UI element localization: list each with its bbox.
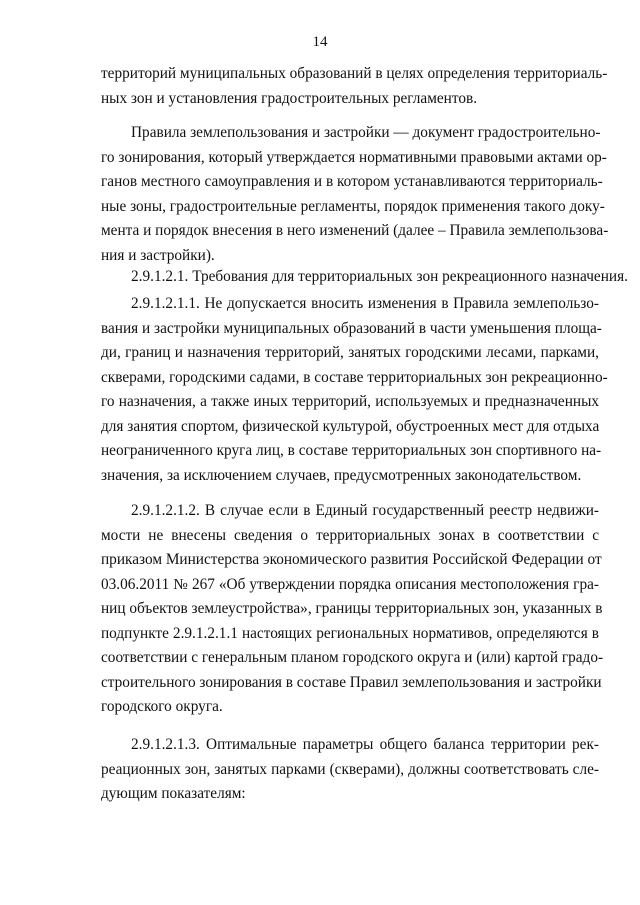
paragraph-2-9-1-2-1-3: [101, 733, 599, 807]
text-line: 2.9.1.2.1.2. В случае если в Единый государственный реестр недвижи-: [131, 502, 599, 519]
text-line: неограниченного круга лиц, в составе территориальных зон спортивного на-: [101, 442, 602, 459]
text-line: Правила землепользования и застройки — документ градостроительно-: [131, 124, 601, 141]
text-line: подпункте 2.9.1.2.1.1 настоящих региональных нормативов, определяются в: [101, 624, 599, 642]
paragraph-rules-definition: [101, 121, 609, 268]
text-line: 2.9.1.2.1. Требования для территориальных зон рекреационного назначения.: [131, 268, 628, 285]
text-line: 03.06.2011 № 267 «Об утверждении порядка описания местоположения гра-: [101, 575, 599, 593]
text-line: го зонирования, который утверждается нормативными правовыми актами ор-: [101, 148, 607, 166]
paragraph-2-9-1-2-1-2: [101, 499, 604, 720]
text-line: мости не внесены сведения о территориальных зонах в соответствии с: [101, 526, 599, 544]
text-line: соответствии с генеральным планом городского округа и (или) картой градо-: [101, 649, 604, 666]
text-line: мента и порядок внесения в него изменений (далее – Правила землепользова-: [101, 222, 609, 239]
text-line: приказом Министерства экономического развития Российской Федерации от: [101, 551, 602, 568]
page-number: 14: [312, 34, 328, 50]
text-line: городского округа.: [101, 698, 223, 715]
text-line: реационных зон, занятых парками (скверами), должны соответствовать сле-: [101, 760, 599, 778]
text-line: ганов местного самоуправления и в котором устанавливаются территориаль-: [101, 173, 603, 190]
section-heading-2-9-1-2-1: [101, 265, 628, 290]
text-line: скверами, городскими садами, в составе территориальных зон рекреационно-: [101, 368, 608, 386]
text-line: для занятия спортом, физической культурой, обустроенных мест для отдыха: [101, 417, 600, 435]
text-line: значения, за исключением случаев, предусмотренных законодательством.: [101, 466, 582, 484]
text-line: 2.9.1.2.1.3. Оптимальные параметры общего баланса территории рек-: [131, 736, 599, 753]
text-line: ди, границ и назначения территорий, занятых городскими лесами, парками,: [101, 344, 599, 361]
paragraph-2-9-1-2-1-1: [101, 292, 608, 488]
paragraph-continuation: [101, 62, 608, 111]
text-line: строительного зонирования в составе Правил землепользования и застройки: [101, 673, 602, 691]
text-line: дующим показателям:: [101, 785, 246, 802]
text-line: го назначения, а также иных территорий, используемых и предназначенных: [101, 393, 599, 410]
text-line: вания и застройки муниципальных образований в части уменьшения площа-: [101, 319, 602, 337]
text-line: ные зоны, градостроительные регламенты, порядок применения такого доку-: [101, 197, 605, 215]
text-line: ниц объектов землеустройства», границы территориальных зон, указанных в: [101, 600, 603, 617]
text-line: ных зон и установления градостроительных регламентов.: [101, 89, 478, 107]
text-line: 2.9.1.2.1.1. Не допускается вносить изменения в Правила землепользо-: [131, 295, 599, 312]
text-line: ния и застройки).: [101, 246, 215, 264]
text-line: территорий муниципальных образований в целях определения территориаль-: [101, 65, 608, 82]
